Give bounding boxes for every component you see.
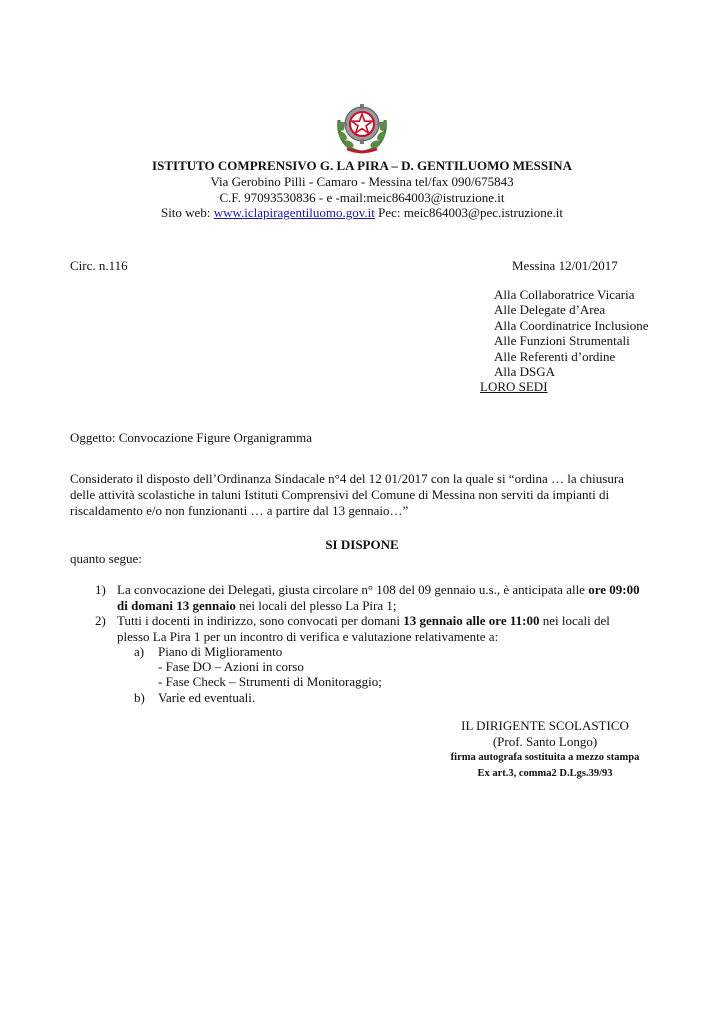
institute-cf-email: C.F. 97093530836 - e -mail:meic864003@istruzione.it	[219, 190, 505, 205]
item-2-line-1	[117, 613, 610, 629]
item-2-line-2: plesso La Pira 1 per un incontro di verifica e valutazione relativamente a:	[117, 629, 499, 644]
signature-block	[400, 718, 690, 782]
recipient-item: Alle Funzioni Strumentali	[494, 333, 630, 349]
recipients-list	[480, 287, 649, 395]
item-number: 1)	[95, 582, 106, 597]
item-2-text-end: nei locali del	[539, 613, 610, 628]
sub-item-a-detail: - Fase Check – Strumenti di Monitoraggio;	[158, 674, 382, 689]
web-label: Sito web:	[160, 205, 214, 220]
circular-number: Circ. n.116	[70, 258, 128, 273]
website-link[interactable]: www.iclapiragentiluomo.gov.it	[213, 205, 375, 220]
signature-title: IL DIRIGENTE SCOLASTICO	[461, 718, 629, 733]
pec-address: Pec: meic864003@pec.istruzione.it	[374, 205, 564, 220]
italian-republic-emblem-icon	[333, 96, 391, 156]
signature-name: (Prof. Santo Longo)	[492, 734, 598, 749]
paragraph-line: Considerato il disposto dell’Ordinanza Sindacale n°4 del 12 01/2017 con la quale si “ordina … la chiusura	[70, 471, 624, 486]
institute-name: ISTITUTO COMPRENSIVO G. LA PIRA – D. GENTILUOMO MESSINA	[152, 158, 572, 173]
place-date: Messina 12/01/2017	[512, 258, 618, 273]
sub-item-label: b)	[134, 690, 145, 705]
sub-item-b: Varie ed eventuali.	[158, 690, 256, 705]
sub-item-label: a)	[134, 644, 145, 659]
recipient-item: Alle Referenti d’ordine	[494, 348, 616, 364]
si-dispone-heading: SI DISPONE	[325, 537, 399, 552]
item-1-line-1	[117, 582, 640, 598]
item-2-text: Tutti i docenti in indirizzo, sono convocati per domani	[117, 613, 404, 628]
institute-web-pec	[0, 205, 724, 220]
item-number: 2)	[95, 613, 106, 628]
recipient-item: Alle Delegate d’Area	[494, 302, 606, 318]
loro-sedi: LORO SEDI	[480, 379, 548, 395]
considerato-paragraph	[70, 471, 670, 519]
paragraph-line: delle attività scolastiche in taluni Istituti Comprensivi del Comune di Messina non serviti da impianti di	[70, 487, 610, 502]
recipient-item: Alla DSGA	[494, 364, 556, 380]
quanto-segue: quanto segue:	[70, 551, 142, 566]
dispositions-list	[70, 582, 670, 712]
signature-note-law: Ex art.3, comma2 D.Lgs.39/93	[477, 768, 613, 779]
sub-item-a-detail: - Fase DO – Azioni in corso	[158, 659, 304, 674]
institute-address: Via Gerobino Pilli - Camaro - Messina tel/fax 090/675843	[210, 174, 514, 189]
recipient-item: Alla Coordinatrice Inclusione	[494, 317, 649, 333]
item-1-day: di domani 13 gennaio	[117, 598, 236, 613]
recipient-item: Alla Collaboratrice Vicaria	[494, 287, 635, 302]
item-2-time: 13 gennaio alle ore 11:00	[403, 613, 540, 628]
item-1-line-2	[117, 598, 397, 614]
subject-line: Oggetto: Convocazione Figure Organigramma	[70, 430, 313, 445]
item-1-text: La convocazione dei Delegati, giusta circolare n° 108 del 09 gennaio u.s., è anticipata alle	[117, 582, 589, 597]
item-1-location: nei locali del plesso La Pira 1;	[235, 598, 397, 613]
item-1-time: ore 09:00	[588, 582, 640, 597]
paragraph-line: riscaldamento e/o non funzionanti … a partire dal 13 gennaio…”	[70, 503, 409, 518]
sub-item-a: Piano di Miglioramento	[158, 644, 283, 659]
signature-note: firma autografa sostituita a mezzo stampa	[450, 752, 640, 763]
